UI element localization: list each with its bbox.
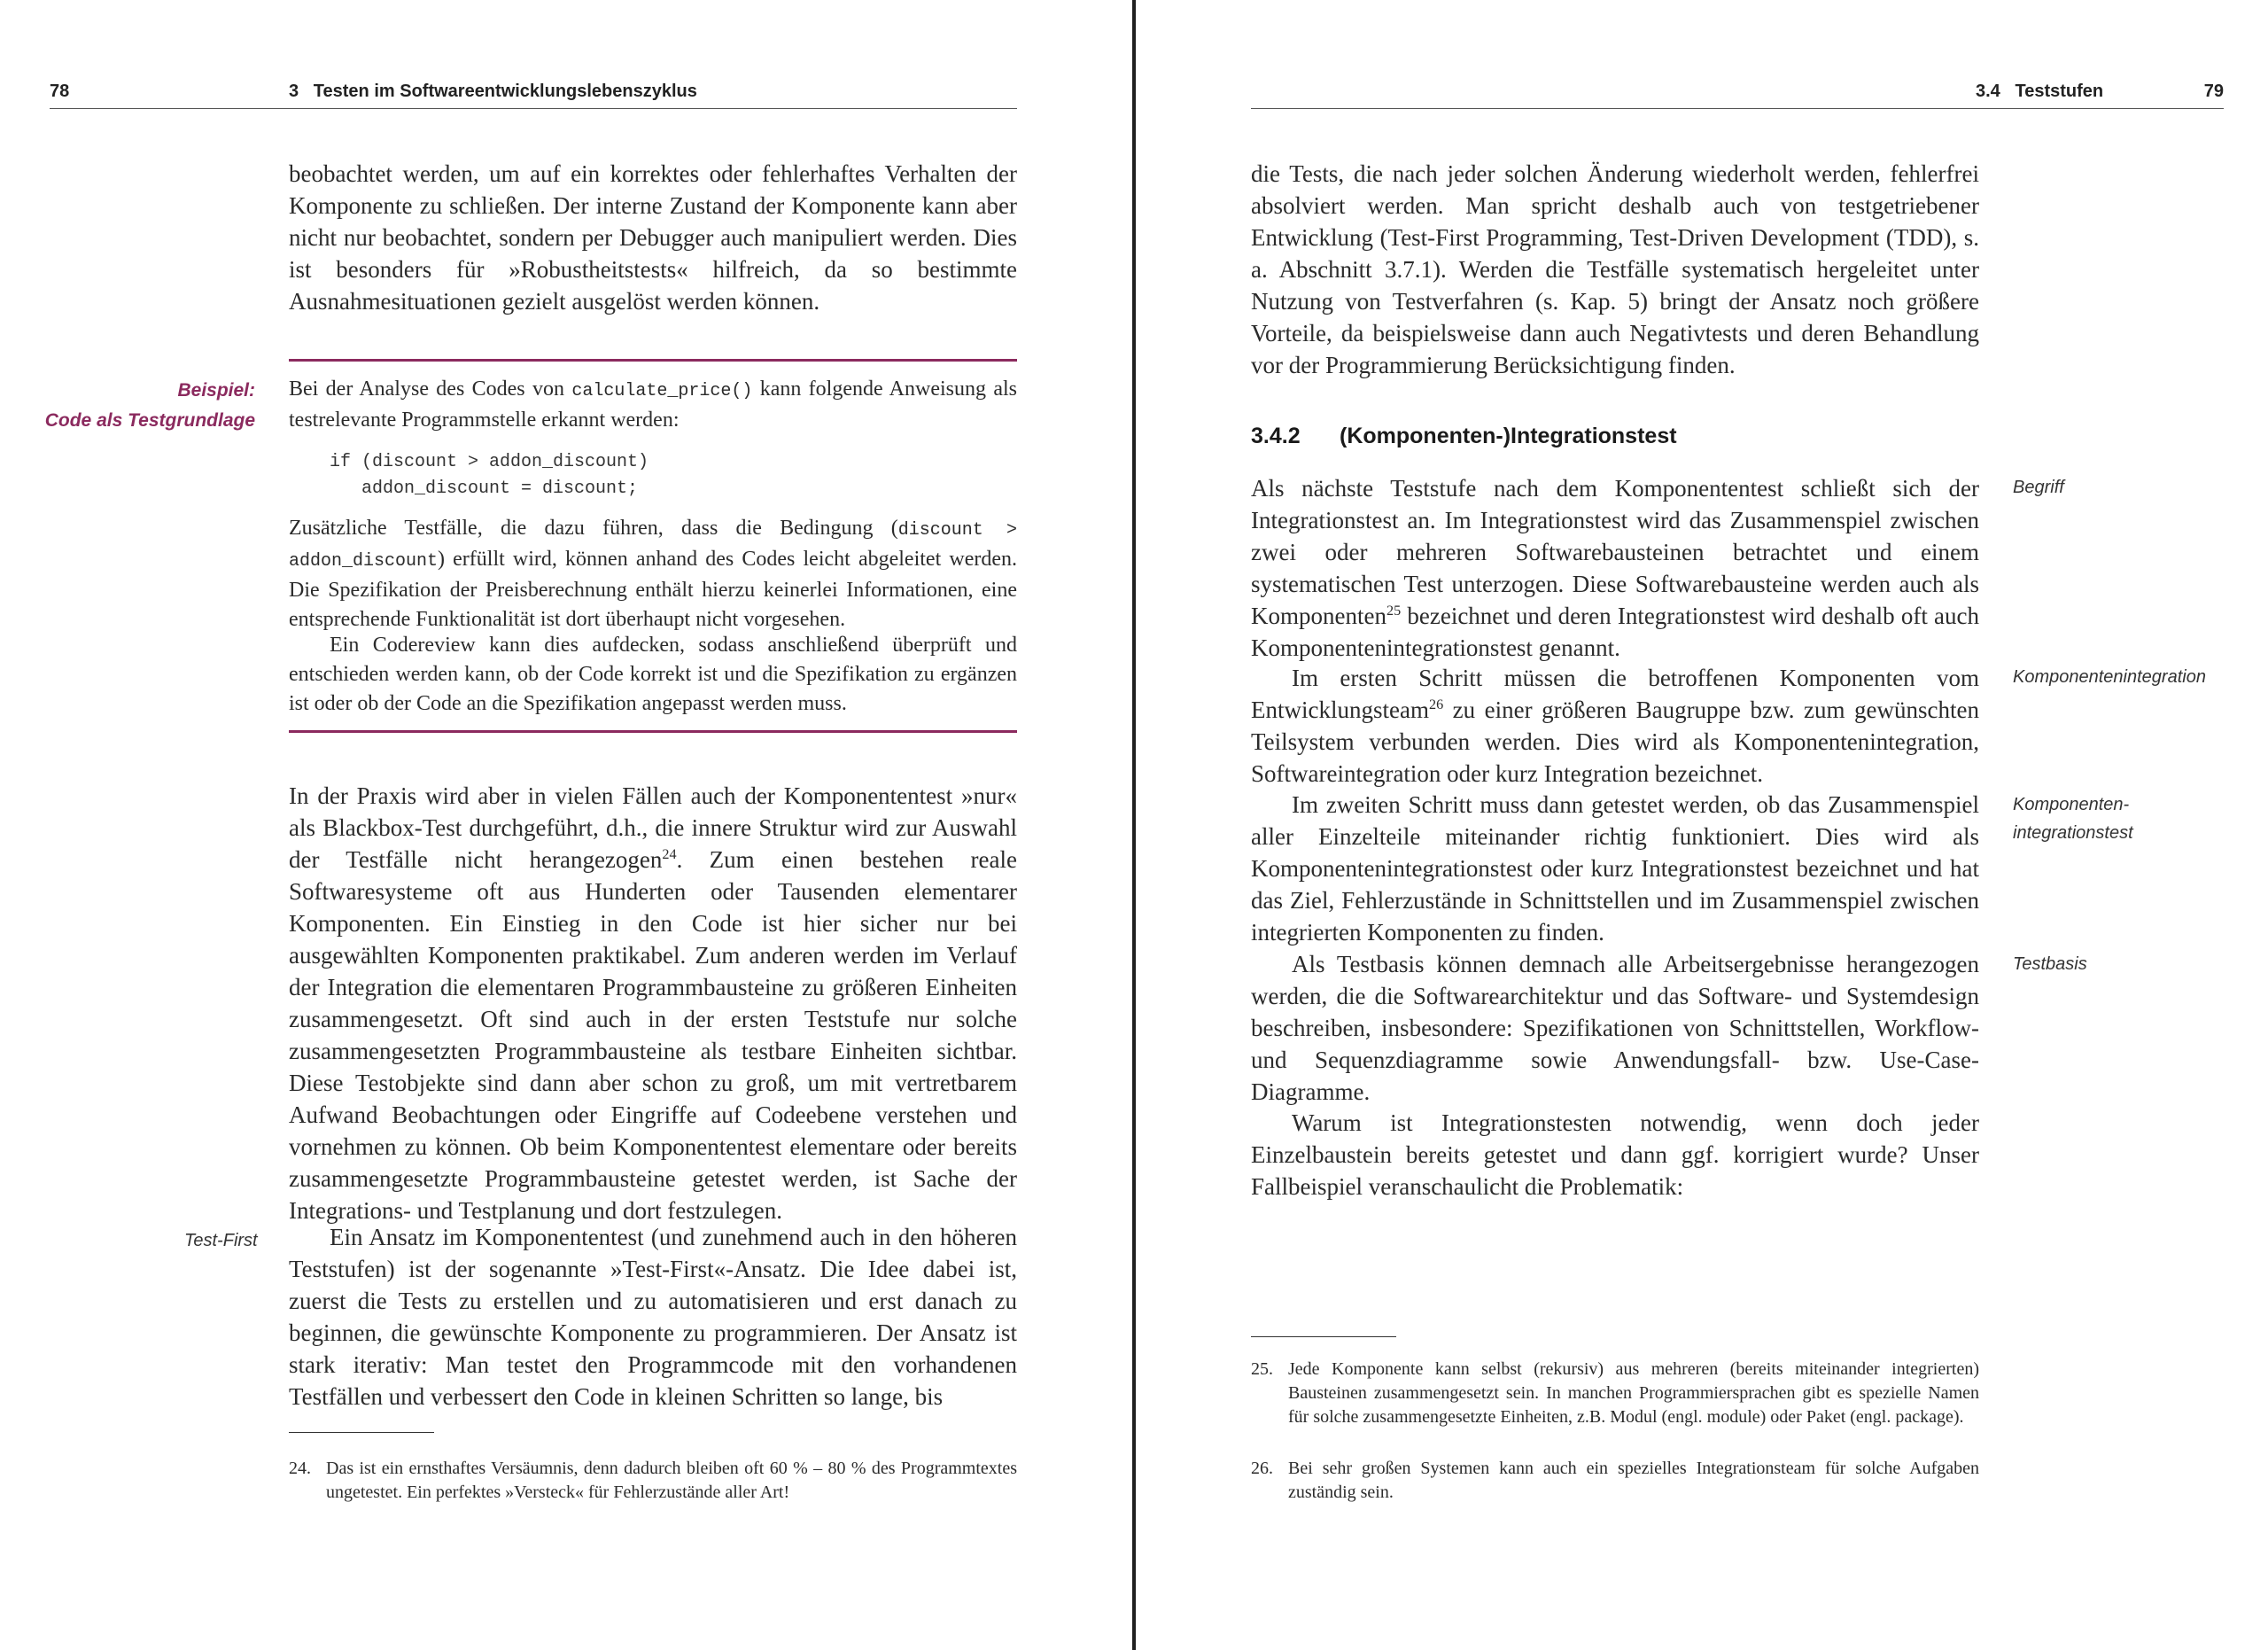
example-p1-text-a: Bei der Analyse des Codes von — [289, 377, 572, 401]
example-p1-code: calculate_price() — [571, 381, 753, 401]
code-block: if (discount > addon_discount) addon_discount = discount; — [330, 452, 649, 499]
footnote-24-text: Das ist ein ernsthaftes Versäumnis, denn dadurch bleiben oft 60 % – 80 % des Programmtextes ungetestet. Ein perfektes »Versteck« für Fehlerzustände aller Art! — [326, 1459, 1017, 1502]
right-page — [1136, 0, 2268, 1650]
running-head-left: 3 Testen im Softwareentwicklungslebenszyklus — [289, 82, 697, 101]
example-p2-code: discount > addon_discount — [289, 520, 1017, 572]
intro-paragraph-left: beobachtet werden, um auf ein korrektes oder fehlerhaftes Verhalten der Komponente zu schließen. Der interne Zustand der Komponente kann aber nicht nur beobachtet, sondern per Debugger auch manipuliert werden. Dies ist besonders für »Robustheitstests« hilfreich, da so bestimmte Ausnahmesituationen gezielt ausgelöst werden können. — [289, 160, 1017, 315]
example-top-rule — [289, 359, 1017, 362]
section-p2-text-a: Im ersten Schritt müssen die betroffenen Komponenten vom Entwicklungsteam — [1251, 665, 1979, 723]
margin-note-begriff: Begriff — [2013, 478, 2064, 497]
header-rule-left — [50, 108, 1017, 109]
footnote-ref-26[interactable]: 26 — [1428, 697, 1444, 712]
margin-note-test-first: Test-First — [184, 1231, 258, 1250]
example-p2-text-b: ) erfüllt wird, können anhand des Codes leicht abgeleitet werden. Die Spezifikation der Preisberechnung enthält hierzu keinerlei Informationen, eine entsprechende Funktionalität ist dort überhaupt nicht vorgesehen. — [289, 548, 1017, 631]
section-p1-text-a: Als nächste Teststufe nach dem Komponententest schließt sich der Integrationstest an. Im Integrationstest wird das Zusammenspiel zwischen zwei oder mehreren Softwarebausteinen betrachtet und einem systematischen Test unterzogen. Diese Softwarebausteine werden auch als Komponenten — [1251, 475, 1979, 629]
section-p2-text-b: zu einer größeren Baugruppe bzw. zum gewünschten Teilsystem verbunden werden. Dies wird als Komponentenintegration, Softwareintegration oder kurz Integration bezeichnet. — [1251, 697, 1979, 787]
margin-kit-line1: Komponenten- — [2013, 795, 2130, 814]
footnote-rule-right — [1251, 1336, 1396, 1337]
margin-note-komponentenintegration: Komponentenintegration — [2013, 667, 2206, 687]
section-number: 3.4.2 — [1251, 424, 1301, 448]
footnote-25-text: Jede Komponente kann selbst (rekursiv) aus mehreren (bereits miteinander integrierten) Bausteinen zusammengesetzt sein. In manchen Programmiersprachen gibt es spezielle Namen für solche zusammengesetzte Einheiten, z.B. Modul (engl. module) oder Paket (engl. package). — [1288, 1359, 1979, 1427]
page-number-left: 78 — [50, 82, 70, 101]
main-paragraph-2: Ein Ansatz im Komponententest (und zunehmend auch in den höheren Teststufen) ist der sogenannte »Test-First«-Ansatz. Die Idee dabei ist, zuerst die Tests zu erstellen und zu automatisieren und erst danach zu beginnen, die gewünschte Komponente zu programmieren. Der Ansatz ist stark iterativ: Man testet den Programmcode mit den vorhandenen Testfällen und verbessert den Code in kleinen Schritten so lange, bis — [289, 1224, 1017, 1410]
footnote-25-number: 25. — [1251, 1359, 1273, 1379]
example-p1-text-b: kann folgende Anweisung als testrelevante Programmstelle erkannt werden: — [289, 377, 1017, 432]
main-p1-text-a: In der Praxis wird aber in vielen Fällen auch der Komponententest »nur« als Blackbox-Test durchgeführt, d.h., die innere Struktur wird zur Auswahl der Testfälle nicht herangezogen — [289, 782, 1017, 873]
example-paragraph-2 — [289, 514, 1017, 634]
main-paragraph-1 — [289, 780, 1017, 1226]
example-label — [35, 376, 255, 436]
footnote-ref-25[interactable]: 25 — [1386, 603, 1402, 619]
left-page — [0, 0, 1132, 1650]
footnote-24 — [289, 1457, 1017, 1505]
margin-note-testbasis: Testbasis — [2013, 954, 2087, 974]
footnote-25 — [1251, 1358, 1979, 1429]
section-paragraph-1 — [1251, 472, 1979, 664]
margin-kit-line2: integrationstest — [2013, 823, 2133, 843]
section-p1-text-b: bezeichnet und deren Integrationstest wird deshalb oft auch Komponentenintegrationstest genannt. — [1251, 603, 1979, 661]
section-paragraph-3: Im zweiten Schritt muss dann getestet werden, ob das Zusammenspiel aller Einzelteile miteinander richtig funktioniert. Dies wird als Komponentenintegrationstest oder kurz Integrationstest bezeichnet und hat das Ziel, Fehlerzustände in Schnittstellen und im Zusammenspiel zwischen integrierten Komponenten zu finden. — [1251, 791, 1979, 946]
section-paragraph-2 — [1251, 662, 1979, 790]
intro-paragraph-right: die Tests, die nach jeder solchen Änderung wiederholt werden, fehlerfrei absolviert werden. Man spricht deshalb auch von testgetriebener Entwicklung (Test-First Programming, Test-Driven Development (TDD), s. a. Abschnitt 3.7.1). Werden die Testfälle systematisch hergeleitet unter Nutzung von Testverfahren (s. Kap. 5) bringt der Ansatz noch größere Vorteile, da beispielsweise dann auch Negativtests und deren Behandlung vor der Programmierung Berücksichtigung finden. — [1251, 160, 1979, 378]
footnote-26-number: 26. — [1251, 1459, 1273, 1478]
running-head-right: 3.4 Teststufen — [1976, 82, 2104, 101]
footnote-24-number: 24. — [289, 1459, 311, 1478]
section-paragraph-5: Warum ist Integrationstesten notwendig, wenn doch jeder Einzelbaustein bereits getestet und dann ggf. korrigiert wurde? Unser Fallbeispiel veranschaulicht die Problematik: — [1251, 1109, 1979, 1200]
section-title: (Komponenten-)Integrationstest — [1340, 424, 1677, 448]
example-bottom-rule — [289, 730, 1017, 733]
example-label-line2: Code als Testgrundlage — [44, 410, 255, 431]
margin-note-komponentenintegrationstest — [2013, 790, 2133, 847]
section-paragraph-4: Als Testbasis können demnach alle Arbeitsergebnisse herangezogen werden, die die Softwarearchitektur und das Software- und Systemdesign beschreiben, insbesondere: Spezifikationen von Schnittstellen, Workflow- und Sequenzdiagramme sowie Anwendungsfall- bzw. Use-Case-Diagramme. — [1251, 951, 1979, 1105]
footnote-rule-left — [289, 1432, 434, 1433]
example-p2-text-a: Zusätzliche Testfälle, die dazu führen, dass die Bedingung ( — [289, 517, 898, 540]
header-rule-right — [1251, 108, 2224, 109]
page-number-right: 79 — [2203, 82, 2224, 101]
example-paragraph-1 — [289, 375, 1017, 435]
example-label-line1: Beispiel: — [177, 380, 255, 401]
footnote-ref-24[interactable]: 24 — [662, 846, 677, 862]
footnote-26-text: Bei sehr großen Systemen kann auch ein spezielles Integrationsteam für solche Aufgaben zuständig sein. — [1288, 1459, 1979, 1502]
example-paragraph-3: Ein Codereview kann dies aufdecken, sodass anschließend überprüft und entschieden werden kann, ob der Code korrekt ist und die Spezifikation zu ergänzen ist oder ob der Code an die Spezifikation angepasst werden muss. — [289, 634, 1017, 715]
main-p1-text-b: . Zum einen bestehen reale Softwaresysteme oft aus Hunderten oder Tausenden elementarer Komponenten. Ein Einstieg in den Code ist hier sicher nur bei ausgewählten Komponenten praktikabel. Zum anderen werden im Verlauf der Integration die elementaren Programmbausteine zu größeren Einheiten zusammengesetzt. Oft sind auch in der ersten Teststufe nur solche zusammengesetzten Programmbausteine als testbare Einheiten sichtbar. Diese Testobjekte sind dann aber schon zu groß, um mit vertretbarem Aufwand Beobachtungen oder Eingriffe auf Codeebene verstehen und vornehmen zu können. Ob beim Komponententest elementare oder bereits zusammengesetzte Programmbausteine getestet werden, ist Sache der Integrations- und Testplanung und dort festzulegen. — [289, 846, 1017, 1224]
footnote-26 — [1251, 1457, 1979, 1505]
